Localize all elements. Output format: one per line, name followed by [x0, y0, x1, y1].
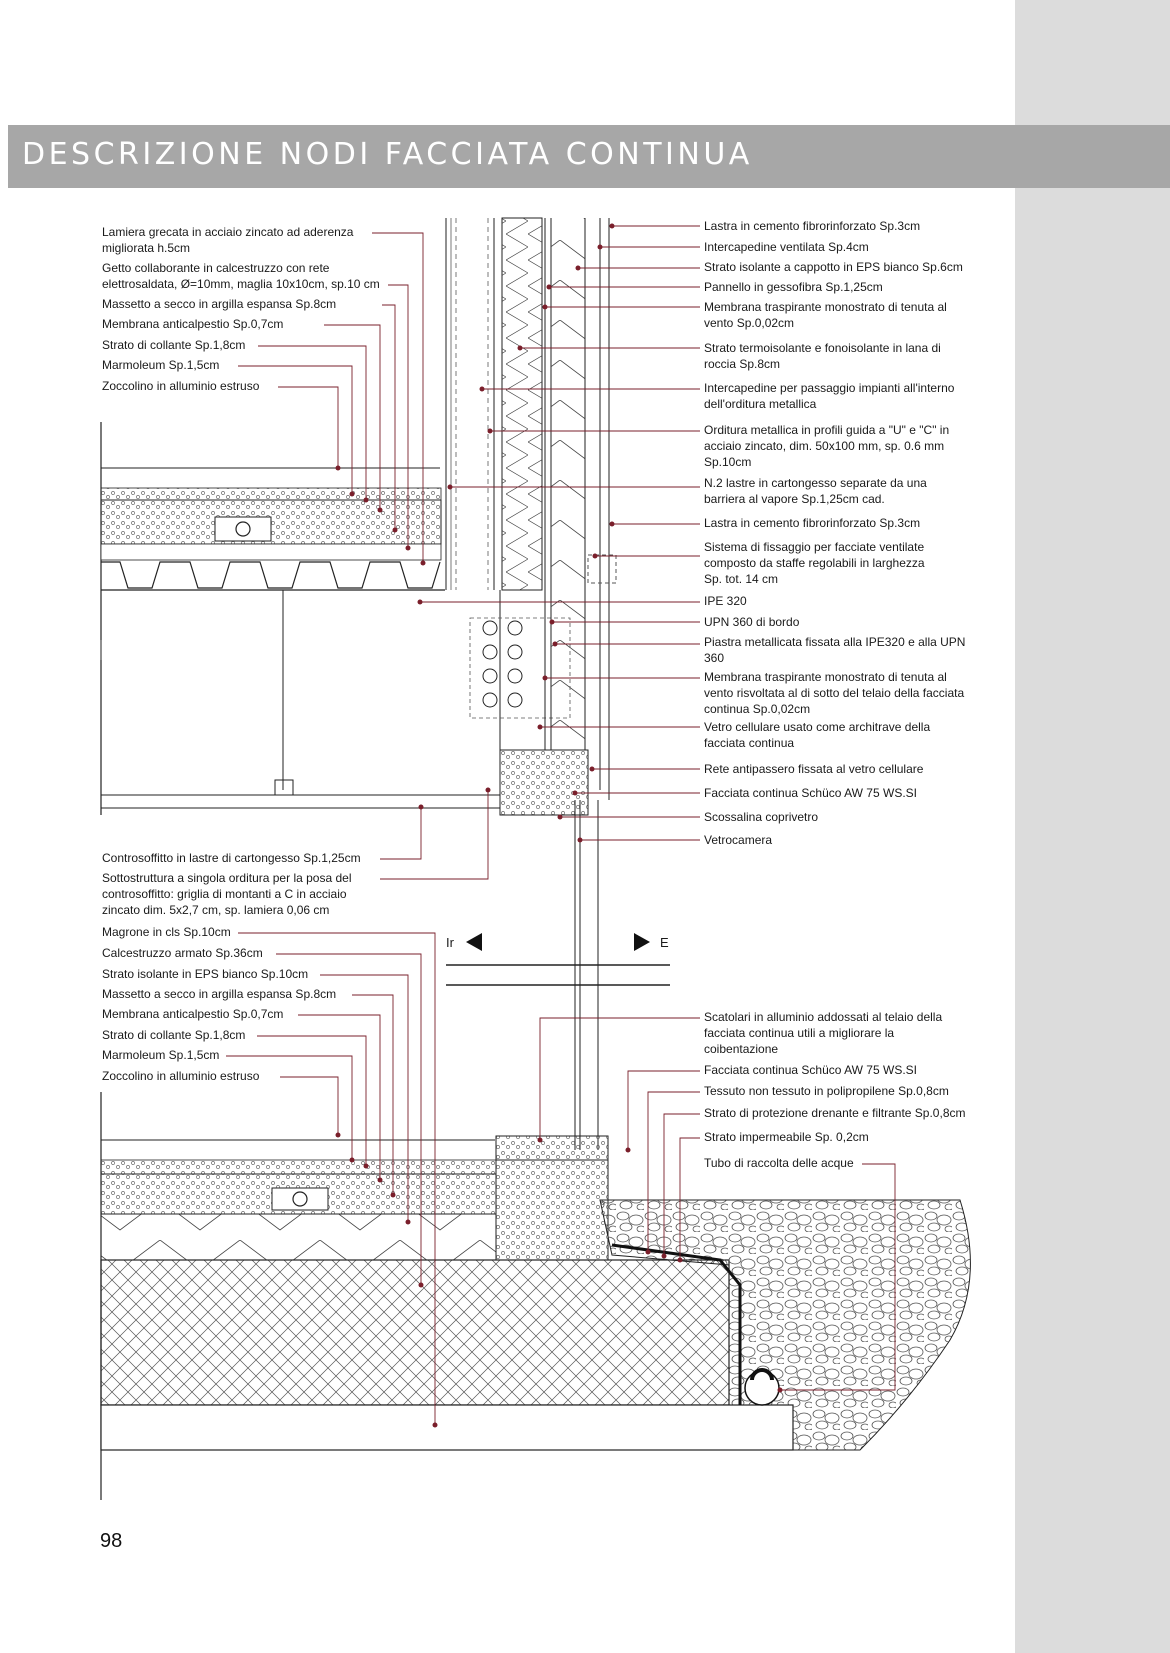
label-gessofibra: Pannello in gessofibra Sp.1,25cm	[704, 280, 883, 294]
page-title: DESCRIZIONE NODI FACCIATA CONTINUA	[22, 137, 753, 172]
label-membrana-risvoltata-2: vento risvoltata al di sotto del telaio della facciata	[704, 686, 965, 700]
label-membrana-1: Membrana traspirante monostrato di tenuta al	[704, 300, 947, 314]
label-sottostruttura-1: Sottostruttura a singola orditura per la posa del	[102, 871, 352, 885]
label-eps: Strato isolante in EPS bianco Sp.10cm	[102, 967, 309, 981]
label-massetto-lower: Massetto a secco in argilla espansa Sp.8cm	[102, 987, 337, 1001]
interior-arrow-icon	[466, 933, 482, 951]
label-intercapedine-impianti-1: Intercapedine per passaggio impianti all'interno	[704, 381, 955, 395]
label-lastra-bottom: Lastra in cemento fibrorinforzato Sp.3cm	[704, 516, 921, 530]
label-lamiera-2: migliorata h.5cm	[102, 241, 191, 255]
label-cappotto: Strato isolante a cappotto in EPS bianco Sp.6cm	[704, 260, 963, 274]
label-scatolari-2: facciata continua utili a migliorare la	[704, 1026, 895, 1040]
label-vetrocamera: Vetrocamera	[704, 833, 773, 847]
label-fissaggio-2: composto da staffe regolabili in larghezza	[704, 556, 925, 570]
label-lana-roccia-2: roccia Sp.8cm	[704, 357, 781, 371]
label-anticalpestio: Membrana anticalpestio Sp.0,7cm	[102, 317, 284, 331]
exterior-arrow-icon	[634, 933, 650, 951]
label-impermeabile: Strato impermeabile Sp. 0,2cm	[704, 1130, 869, 1144]
exterior-label: E	[660, 935, 669, 950]
wall-package	[446, 218, 670, 1150]
label-cartongesso-2: barriera al vapore Sp.1,25cm cad.	[704, 492, 885, 506]
label-scossalina: Scossalina coprivetro	[704, 810, 819, 824]
label-facciata-upper: Facciata continua Schüco AW 75 WS.SI	[704, 786, 917, 800]
label-tubo: Tubo di raccolta delle acque	[704, 1156, 854, 1170]
labels-lower-left	[102, 925, 336, 1083]
page-number: 98	[100, 1530, 123, 1552]
label-piastra-2: 360	[704, 651, 725, 665]
label-intercapedine-impianti-2: dell'orditura metallica	[704, 397, 817, 411]
label-ipe: IPE 320	[704, 594, 747, 608]
label-sottostruttura-2: controsoffitto: griglia di montanti a C in acciaio	[102, 887, 347, 901]
label-zoccolino-lower: Zoccolino in alluminio estruso	[102, 1069, 260, 1083]
labels-upper-left	[102, 225, 380, 393]
label-orditura-1: Orditura metallica in profili guida a "U" e "C" in	[704, 423, 950, 437]
label-marmoleum: Marmoleum Sp.1,5cm	[102, 358, 220, 372]
labels-middle-left	[102, 851, 361, 917]
labels-upper-right	[704, 219, 965, 847]
interior-label: Ir	[446, 935, 454, 950]
label-piastra-1: Piastra metallicata fissata alla IPE320 e alla UPN	[704, 635, 966, 649]
label-drenante: Strato di protezione drenante e filtrante Sp.0,8cm	[704, 1106, 966, 1120]
label-collante: Strato di collante Sp.1,8cm	[102, 338, 246, 352]
label-calcestruzzo: Calcestruzzo armato Sp.36cm	[102, 946, 263, 960]
label-fissaggio-1: Sistema di fissaggio per facciate ventilate	[704, 540, 925, 554]
label-facciata-lower: Facciata continua Schüco AW 75 WS.SI	[704, 1063, 917, 1077]
label-fissaggio-3: Sp. tot. 14 cm	[704, 572, 779, 586]
label-vetro-cellulare-2: facciata continua	[704, 736, 795, 750]
label-membrana-risvoltata-1: Membrana traspirante monostrato di tenuta al	[704, 670, 947, 684]
label-marmoleum-lower: Marmoleum Sp.1,5cm	[102, 1048, 220, 1062]
ground-floor-foundation	[101, 1136, 970, 1450]
label-tnt: Tessuto non tessuto in polipropilene Sp.0,8cm	[704, 1084, 949, 1098]
label-getto-1: Getto collaborante in calcestruzzo con rete	[102, 261, 330, 275]
label-getto-2: elettrosaldata, Ø=10mm, maglia 10x10cm, sp.10 cm	[102, 277, 380, 291]
label-controsoffitto: Controsoffitto in lastre di cartongesso Sp.1,25cm	[102, 851, 361, 865]
label-anticalpestio-lower: Membrana anticalpestio Sp.0,7cm	[102, 1007, 284, 1021]
label-membrana-2: vento Sp.0,02cm	[704, 316, 795, 330]
label-orditura-2: acciaio zincato, dim. 50x100 mm, sp. 0.6 mm	[704, 439, 945, 453]
label-orditura-3: Sp.10cm	[704, 455, 752, 469]
labels-lower-right	[704, 1010, 966, 1170]
label-scatolari-1: Scatolari in alluminio addossati al telaio della	[704, 1010, 943, 1024]
label-lana-roccia-1: Strato termoisolante e fonoisolante in lana di	[704, 341, 941, 355]
direction-markers	[446, 933, 669, 951]
label-lamiera-1: Lamiera grecata in acciaio zincato ad aderenza	[102, 225, 354, 239]
label-membrana-risvoltata-3: continua Sp.0,02cm	[704, 702, 811, 716]
label-cartongesso-1: N.2 lastre in cartongesso separate da una	[704, 476, 927, 490]
label-collante-lower: Strato di collante Sp.1,8cm	[102, 1028, 246, 1042]
label-scatolari-3: coibentazione	[704, 1042, 779, 1056]
label-zoccolino: Zoccolino in alluminio estruso	[102, 379, 260, 393]
label-massetto: Massetto a secco in argilla espansa Sp.8cm	[102, 297, 337, 311]
label-sottostruttura-3: zincato dim. 5x2,7 cm, sp. lamiera 0,06 cm	[102, 903, 330, 917]
label-lastra-top: Lastra in cemento fibrorinforzato Sp.3cm	[704, 219, 921, 233]
label-intercapedine-ventilata: Intercapedine ventilata Sp.4cm	[704, 240, 869, 254]
label-rete-antipassero: Rete antipassero fissata al vetro cellulare	[704, 762, 924, 776]
label-upn: UPN 360 di bordo	[704, 615, 800, 629]
label-vetro-cellulare-1: Vetro cellulare usato come architrave della	[704, 720, 931, 734]
drain-pipe-icon	[745, 1371, 779, 1405]
label-magrone: Magrone in cls Sp.10cm	[102, 925, 231, 939]
